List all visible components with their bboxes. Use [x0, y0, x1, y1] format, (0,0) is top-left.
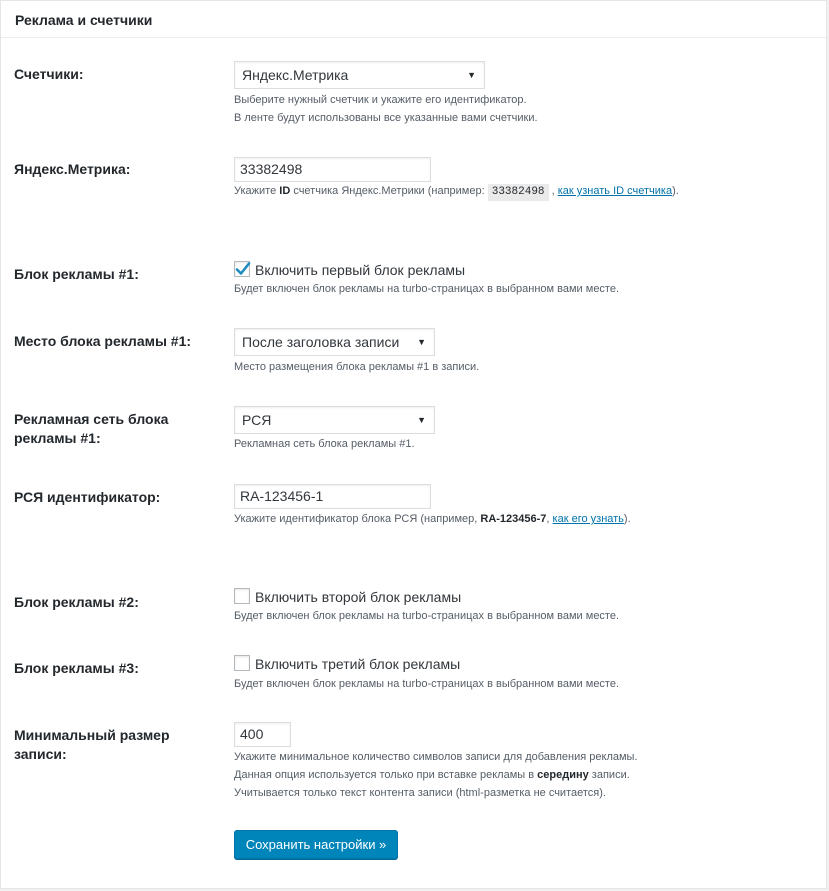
save-settings-button[interactable]: Сохранить настройки » [234, 830, 398, 859]
metrika-desc-comma: , [548, 185, 558, 197]
ad1-network-description: Рекламная сеть блока рекламы #1. [234, 438, 415, 450]
ad1-checkbox-label[interactable]: Включить первый блок рекламы [255, 262, 466, 278]
metrika-desc-end: ). [672, 185, 679, 197]
counters-select[interactable] [234, 61, 485, 89]
ad1-place-description: Место размещения блока рекламы #1 в записи. [234, 361, 480, 373]
metrika-label: Яндекс.Метрика: [14, 161, 131, 177]
rsya-description [234, 510, 631, 528]
min-size-description-line1: Укажите минимальное количество символов записи для добавления рекламы. [234, 751, 638, 763]
counters-select-value: Яндекс.Метрика [242, 67, 349, 83]
ad1-description: Будет включен блок рекламы на turbo-страницах в выбранном вами месте. [234, 283, 620, 295]
min-size-description-line2 [234, 766, 630, 784]
checkmark-icon [234, 260, 252, 278]
min-size-input[interactable]: 400 [234, 722, 291, 747]
ad2-checkbox[interactable] [234, 588, 250, 604]
ad1-place-select[interactable] [234, 328, 435, 356]
rsya-label: РСЯ идентификатор: [14, 489, 161, 505]
metrika-example-code: 33382498 [488, 184, 549, 201]
rsya-desc-text: Укажите идентификатор блока РСЯ (например, [234, 513, 481, 525]
metrika-help-link[interactable]: как узнать ID счетчика [557, 185, 673, 197]
ad2-label: Блок рекламы #2: [14, 594, 139, 610]
metrika-desc-text-2: счетчика Яндекс.Метрики (например: [290, 185, 488, 197]
ad1-network-select-value: РСЯ [242, 412, 272, 428]
ad3-checkbox-label[interactable]: Включить третий блок рекламы [255, 656, 461, 672]
ad3-label: Блок рекламы #3: [14, 660, 139, 676]
ad2-description: Будет включен блок рекламы на turbo-страницах в выбранном вами месте. [234, 610, 620, 622]
min-size-description-line3: Учитывается только текст контента записи (html-разметка не считается). [234, 787, 606, 799]
ad2-checkbox-label[interactable]: Включить второй блок рекламы [255, 589, 462, 605]
metrika-description [234, 182, 679, 201]
ad1-network-label: Рекламная сеть блока рекламы #1: [14, 411, 169, 446]
ad1-place-select-value: После заголовка записи [242, 334, 400, 350]
ad3-checkbox[interactable] [234, 655, 250, 671]
metrika-desc-bold: ID [279, 185, 291, 197]
metrika-id-input[interactable]: 33382498 [234, 157, 431, 182]
min-size-desc-end: записи. [588, 769, 630, 781]
rsya-id-input[interactable]: RA-123456-1 [234, 484, 431, 509]
metrika-desc-text: Укажите [234, 185, 280, 197]
rsya-desc-end: ). [623, 513, 631, 525]
ad1-label: Блок рекламы #1: [14, 266, 139, 282]
rsya-desc-bold: RA-123456-7 [480, 513, 547, 525]
ad3-description: Будет включен блок рекламы на turbo-страницах в выбранном вами месте. [234, 678, 620, 690]
min-size-desc-bold: середину [537, 769, 589, 781]
caret-down-icon: ▼ [417, 337, 426, 347]
counters-label: Счетчики: [14, 66, 84, 82]
rsya-desc-comma: , [546, 513, 553, 525]
ad1-place-label: Место блока рекламы #1: [14, 333, 192, 349]
caret-down-icon: ▼ [417, 415, 426, 425]
ad1-checkbox[interactable] [234, 261, 250, 277]
panel-header [1, 1, 826, 38]
rsya-help-link[interactable]: как его узнать [552, 513, 624, 525]
counters-description-line2: В ленте будут использованы все указанные вами счетчики. [234, 112, 538, 124]
ad1-network-select[interactable] [234, 406, 435, 434]
min-size-label: Минимальный размер записи: [14, 727, 170, 762]
min-size-desc-text: Данная опция используется только при вставке рекламы в [234, 769, 538, 781]
panel-title: Реклама и счетчики [15, 12, 153, 28]
caret-down-icon: ▼ [467, 70, 476, 80]
counters-description-line1: Выберите нужный счетчик и укажите его идентификатор. [234, 94, 527, 106]
